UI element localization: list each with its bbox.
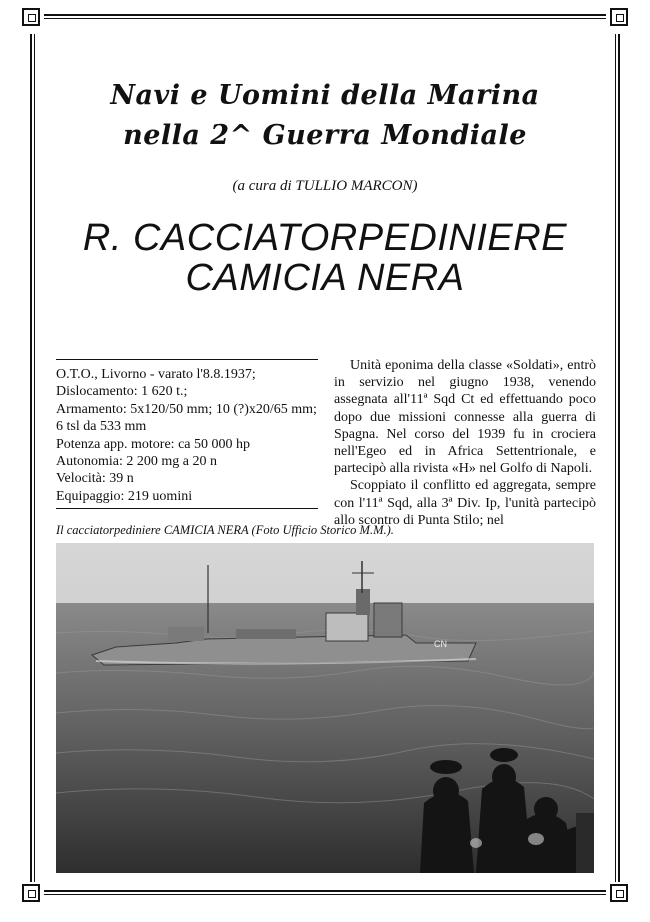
frame-left-rule-thin [34,34,35,882]
curator-credit: (a cura di TULLIO MARCON) [232,178,418,194]
frame-right-rule [618,34,620,882]
corner-ornament-top-left [22,8,40,26]
corner-ornament-top-right [610,8,628,26]
spec-box-bottom-rule [56,508,318,509]
spec-box-top-rule [56,359,318,360]
spec-displacement: Dislocamento: 1 620 t.; [56,384,188,400]
series-title-line1: Navi e Uomini della Marina [110,80,540,111]
frame-bottom-rule-thin [44,894,606,895]
spec-builder: O.T.O., Livorno - varato l'8.8.1937; [56,367,256,382]
ship-photo [56,543,594,873]
ship-hull-marking: CN [434,639,447,649]
corner-ornament-bottom-right [610,884,628,902]
photo-caption: Il cacciatorpediniere CAMICIA NERA (Foto Ufficio Storico M.M.). [56,523,394,537]
spec-power: Potenza app. motore: ca 50 000 hp [56,436,251,452]
frame-left-rule [30,34,32,882]
frame-top-rule-thin [44,18,606,19]
ship-title-line2: CAMICIA NERA [185,257,465,299]
frame-right-rule-thin [615,34,616,882]
spec-armament: Armamento: 5x120/50 mm; 10 (?)x20/65 mm; 6 tsl da 533 mm [56,401,317,435]
frame-bottom-rule [44,890,606,892]
frame-top-rule [44,14,606,16]
spec-crew: Equipaggio: 219 uomini [56,488,193,504]
article-body [334,357,596,529]
ship-title-line1: R. CACCIATORPEDINIERE [82,217,568,259]
article-paragraph-2: Scoppiato il conflitto ed aggregata, sempre con l'11ª Sqd, alla 3ª Div. Ip, l'unità partecipò allo scontro di Punta Stilo; nel [334,478,596,528]
spec-speed: Velocità: 39 n [56,471,134,487]
corner-ornament-bottom-left [22,884,40,902]
spec-list [56,366,324,505]
series-title-line2: nella 2^ Guerra Mondiale [123,120,527,151]
article-paragraph-1: Unità eponima della classe «Soldati», entrò in servizio nel giugno 1938, venendo assegnata all'11ª Sqd Ct ed effettuando poco dopo due missioni connesse alla guerra di Spagna. Nel corso del 1939 fu in crociera nell'Egeo ed in Africa Settentrionale, e partecipò alla rivista «H» nel Golfo di Napoli. [334,358,596,477]
spec-range: Autonomia: 2 200 mg a 20 n [56,454,217,470]
